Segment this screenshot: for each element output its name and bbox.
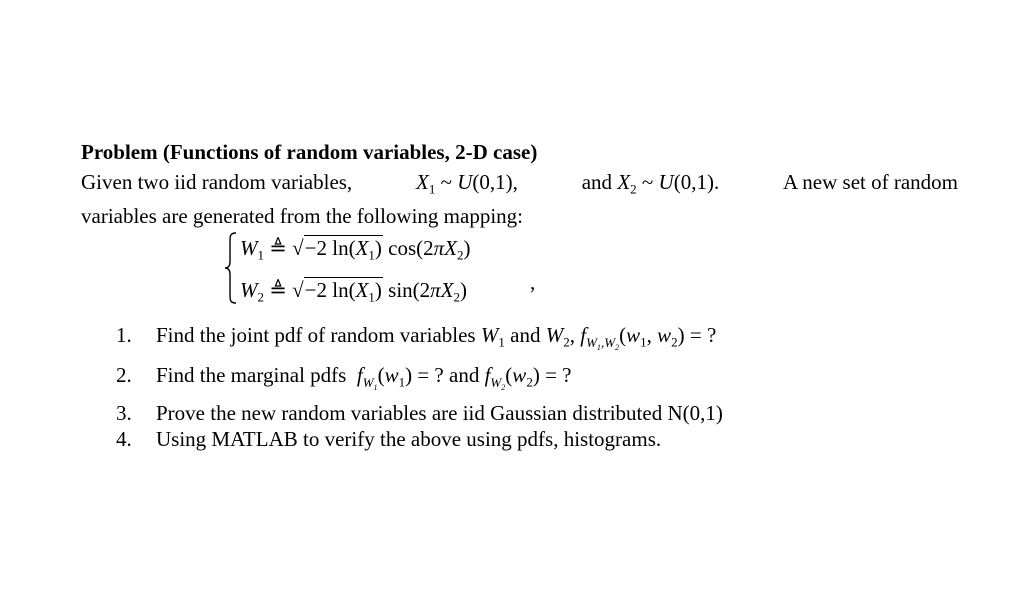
task-number: 3. xyxy=(116,401,132,425)
task-number: 1. xyxy=(116,323,132,347)
task-item-3 xyxy=(116,400,723,426)
task-text: Find the joint pdf of random variables xyxy=(156,323,476,347)
mapping-comma: , xyxy=(530,270,536,294)
task-text: Prove the new random variables are iid Gaussian distributed N(0,1) xyxy=(156,401,723,425)
intro-line-1 xyxy=(81,169,958,195)
problem-title: Problem (Functions of random variables, 2-D case) xyxy=(81,140,538,164)
task-text: Using MATLAB to verify the above using pdfs, histograms. xyxy=(156,427,662,451)
intro-text-b: A new set of random xyxy=(783,170,958,194)
task-number: 4. xyxy=(116,427,132,451)
intro-text-a: Given two iid random variables, xyxy=(81,170,353,194)
task-item-4 xyxy=(116,426,661,452)
x1-distribution: $X_1$ ~ U(0,1), xyxy=(416,170,518,197)
left-brace xyxy=(224,232,238,304)
task-item-1 xyxy=(116,322,717,352)
task-2-math: $f_{W_1}(w_1)$ = ? and $f_{W_2}(w_2)$ = ? xyxy=(356,363,572,392)
task-number: 2. xyxy=(116,363,132,387)
task-item-2 xyxy=(116,362,572,392)
and-word: and $X_2$ ~ U(0,1). xyxy=(581,170,720,197)
task-text: Find the marginal pdfs xyxy=(156,363,347,387)
intro-line-2: variables are generated from the following mapping: xyxy=(81,204,524,228)
equation-w1: $W_1$ ≜ √−2 $\ln(X_1)$ $\cos(2\pi X_2)$ xyxy=(240,236,471,263)
task-1-math: $W_1$ and $W_2$, $f_{W_1,W_2}(w_1$, $w_2$) = ? xyxy=(480,323,717,352)
equation-w2: $W_2$ ≜ √−2 $\ln(X_1)$ $\sin(2\pi X_2)$ xyxy=(240,278,468,305)
